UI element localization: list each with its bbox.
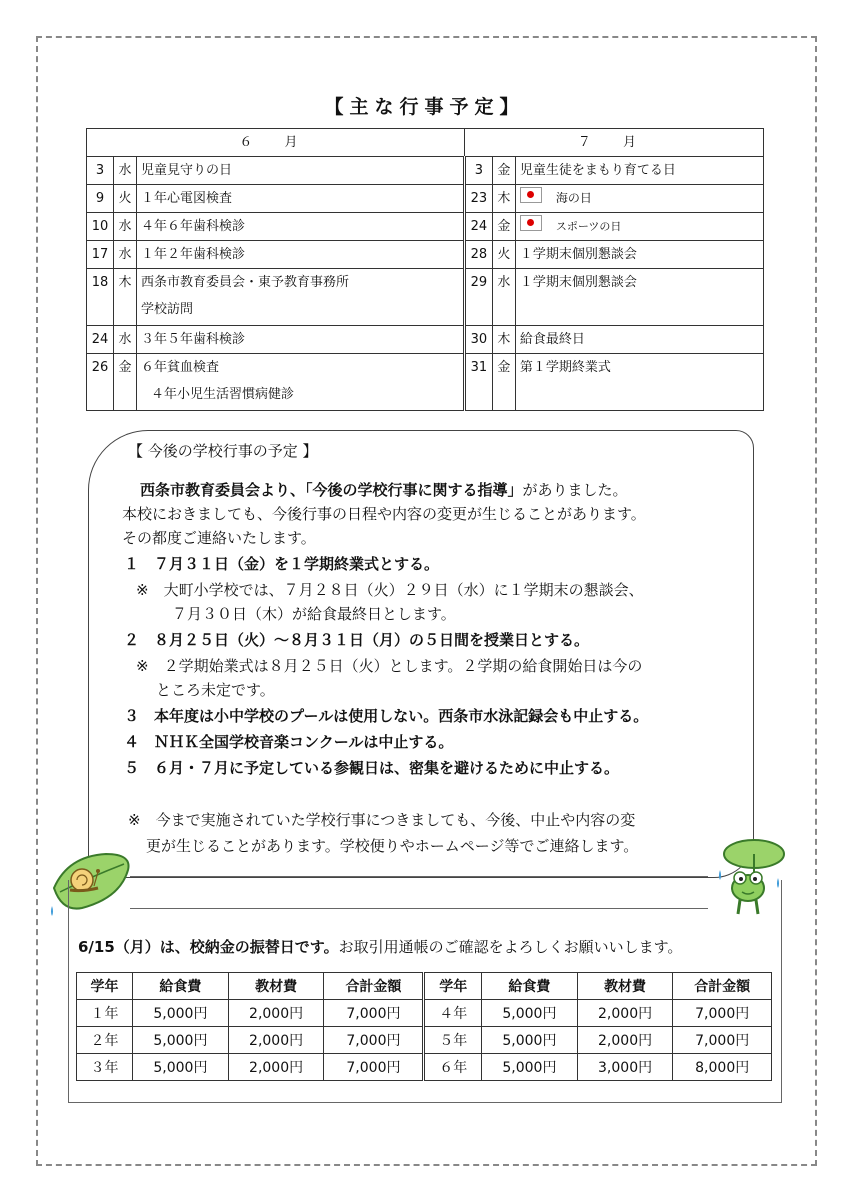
- notice-intro-bold: 西条市教育委員会より、「今後の学校行事に関する指導」: [140, 481, 523, 499]
- june-day: 10: [87, 213, 114, 241]
- japan-flag-icon: [520, 215, 542, 231]
- divider: [130, 876, 708, 877]
- table-row: [87, 185, 764, 213]
- fee-cell: 5,000円: [482, 1027, 578, 1054]
- july-day: 29: [464, 269, 492, 326]
- june-day: 24: [87, 326, 114, 354]
- june-event: [137, 354, 465, 411]
- notice-footer-line2: 更が生じることがあります。学校便りやホームページ等でご連絡します。: [146, 837, 639, 855]
- fee-cell: ２年: [77, 1027, 133, 1054]
- july-event-text: スポーツの日: [555, 220, 622, 233]
- fee-header: 給食費: [482, 973, 578, 1000]
- fee-cell: ５年: [424, 1027, 482, 1054]
- schedule-title: 【主な行事予定】: [324, 96, 525, 118]
- fee-cell: 2,000円: [228, 1000, 324, 1027]
- june-event: 児童見守りの日: [137, 157, 465, 185]
- notice-intro-line3: その都度ご連絡いたします。: [122, 529, 316, 547]
- july-event: [515, 185, 763, 213]
- june-weekday: 水: [114, 326, 137, 354]
- schedule-table: [86, 128, 764, 411]
- notice-item-2-note2: ところ未定です。: [156, 681, 275, 699]
- june-event-line2: 学校訪問: [141, 302, 194, 317]
- fee-header: 学年: [77, 973, 133, 1000]
- july-weekday: 金: [492, 354, 515, 411]
- fee-header: 給食費: [133, 973, 229, 1000]
- june-day: 9: [87, 185, 114, 213]
- june-event: ４年６年歯科検診: [137, 213, 465, 241]
- june-weekday: 水: [114, 157, 137, 185]
- july-header: ７ 月: [464, 129, 763, 157]
- notice-title: 【 今後の学校行事の予定 】: [128, 442, 318, 460]
- fee-cell: 7,000円: [673, 1000, 772, 1027]
- fee-cell: 5,000円: [133, 1054, 229, 1081]
- july-event: 給食最終日: [515, 326, 763, 354]
- fee-header: 合計金額: [324, 973, 424, 1000]
- fee-cell: 5,000円: [482, 1000, 578, 1027]
- japan-flag-icon: [520, 187, 542, 203]
- july-day: 30: [464, 326, 492, 354]
- notice-item-2: ２ ８月２５日（火）～８月３１日（月）の５日間を授業日とする。: [124, 631, 590, 649]
- fee-cell: 7,000円: [324, 1054, 424, 1081]
- notice-item-4: ４ ＮＨＫ全国学校音楽コンクールは中止する。: [124, 733, 454, 751]
- fee-cell: ３年: [77, 1054, 133, 1081]
- table-row: [77, 1027, 772, 1054]
- fee-cell: 3,000円: [577, 1054, 673, 1081]
- fee-cell: １年: [77, 1000, 133, 1027]
- divider: [130, 908, 708, 909]
- fee-cell: 5,000円: [133, 1000, 229, 1027]
- june-header: ６ 月: [87, 129, 465, 157]
- june-weekday: 木: [114, 269, 137, 326]
- fee-header-row: [77, 973, 772, 1000]
- notice-item-1-note1: ※ 大町小学校では、７月２８日（火）２９日（水）に１学期末の懇談会、: [136, 581, 644, 599]
- july-event: 第１学期終業式: [515, 354, 763, 411]
- june-day: 17: [87, 241, 114, 269]
- june-event: [137, 269, 465, 326]
- fee-cell: 2,000円: [577, 1027, 673, 1054]
- fee-cell: 8,000円: [673, 1054, 772, 1081]
- fee-cell: 2,000円: [577, 1000, 673, 1027]
- table-row: [87, 354, 764, 411]
- june-weekday: 金: [114, 354, 137, 411]
- june-day: 3: [87, 157, 114, 185]
- july-event: １学期末個別懇談会: [515, 241, 763, 269]
- june-weekday: 水: [114, 241, 137, 269]
- july-event: １学期末個別懇談会: [515, 269, 763, 326]
- july-event: 児童生徒をまもり育てる日: [515, 157, 763, 185]
- july-event-text: 海の日: [555, 191, 592, 205]
- fee-notice-rest: お取引用通帳のご確認をよろしくお願いいします。: [338, 938, 683, 956]
- fee-cell: ６年: [424, 1054, 482, 1081]
- july-weekday: 火: [492, 241, 515, 269]
- fee-cell: 5,000円: [482, 1054, 578, 1081]
- fee-cell: 2,000円: [228, 1054, 324, 1081]
- july-day: 31: [464, 354, 492, 411]
- table-row: [87, 326, 764, 354]
- july-weekday: 金: [492, 213, 515, 241]
- july-weekday: 金: [492, 157, 515, 185]
- july-weekday: 木: [492, 185, 515, 213]
- table-row: [87, 241, 764, 269]
- notice-item-2-note1: ※ ２学期始業式は８月２５日（火）とします。２学期の給食開始日は今の: [136, 657, 643, 675]
- july-event: [515, 213, 763, 241]
- notice-footer-line1: ※ 今まで実施されていた学校行事につきましても、今後、中止や内容の変: [128, 811, 636, 829]
- june-weekday: 水: [114, 213, 137, 241]
- fee-cell: 2,000円: [228, 1027, 324, 1054]
- july-day: 24: [464, 213, 492, 241]
- july-weekday: 木: [492, 326, 515, 354]
- june-day: 18: [87, 269, 114, 326]
- notice-intro-rest: がありました。: [522, 481, 628, 499]
- june-weekday: 火: [114, 185, 137, 213]
- fee-cell: 7,000円: [324, 1000, 424, 1027]
- fee-cell: 7,000円: [324, 1027, 424, 1054]
- fee-cell: ４年: [424, 1000, 482, 1027]
- table-row: [77, 1054, 772, 1081]
- july-day: 3: [464, 157, 492, 185]
- june-event-line1: ６年貧血検査: [141, 360, 220, 375]
- fee-cell: 5,000円: [133, 1027, 229, 1054]
- notice-intro-line2: 本校におきましても、今後行事の日程や内容の変更が生じることがあります。: [122, 505, 646, 523]
- notice-intro-line1: [140, 478, 628, 502]
- notice-item-3: ３ 本年度は小中学校のプールは使用しない。西条市水泳記録会も中止する。: [124, 707, 649, 725]
- fee-header: 合計金額: [673, 973, 772, 1000]
- table-row: [87, 269, 764, 326]
- fee-table: [76, 972, 772, 1081]
- notice-item-1: １ ７月３１日（金）を１学期終業式とする。: [124, 555, 440, 573]
- notice-item-1-note2: ７月３０日（木）が給食最終日とします。: [172, 605, 456, 623]
- schedule-header-row: [87, 129, 764, 157]
- fee-header: 教材費: [228, 973, 324, 1000]
- june-event-line1: 西条市教育委員会・東予教育事務所: [141, 275, 350, 290]
- notice-item-5: ５ ６月・７月に予定している参観日は、密集を避けるために中止する。: [124, 759, 620, 777]
- table-row: [87, 157, 764, 185]
- fee-notice-bold: 6/15（月）は、校納金の振替日です。: [78, 938, 339, 956]
- july-day: 28: [464, 241, 492, 269]
- june-event: ３年５年歯科検診: [137, 326, 465, 354]
- june-day: 26: [87, 354, 114, 411]
- june-event-line2: ４年小児生活習慣病健診: [151, 387, 295, 402]
- table-row: [77, 1000, 772, 1027]
- fee-notice: [78, 936, 682, 957]
- june-event: １年心電図検査: [137, 185, 465, 213]
- july-weekday: 水: [492, 269, 515, 326]
- fee-cell: 7,000円: [673, 1027, 772, 1054]
- table-row: [87, 213, 764, 241]
- june-event: １年２年歯科検診: [137, 241, 465, 269]
- fee-header: 学年: [424, 973, 482, 1000]
- july-day: 23: [464, 185, 492, 213]
- fee-header: 教材費: [577, 973, 673, 1000]
